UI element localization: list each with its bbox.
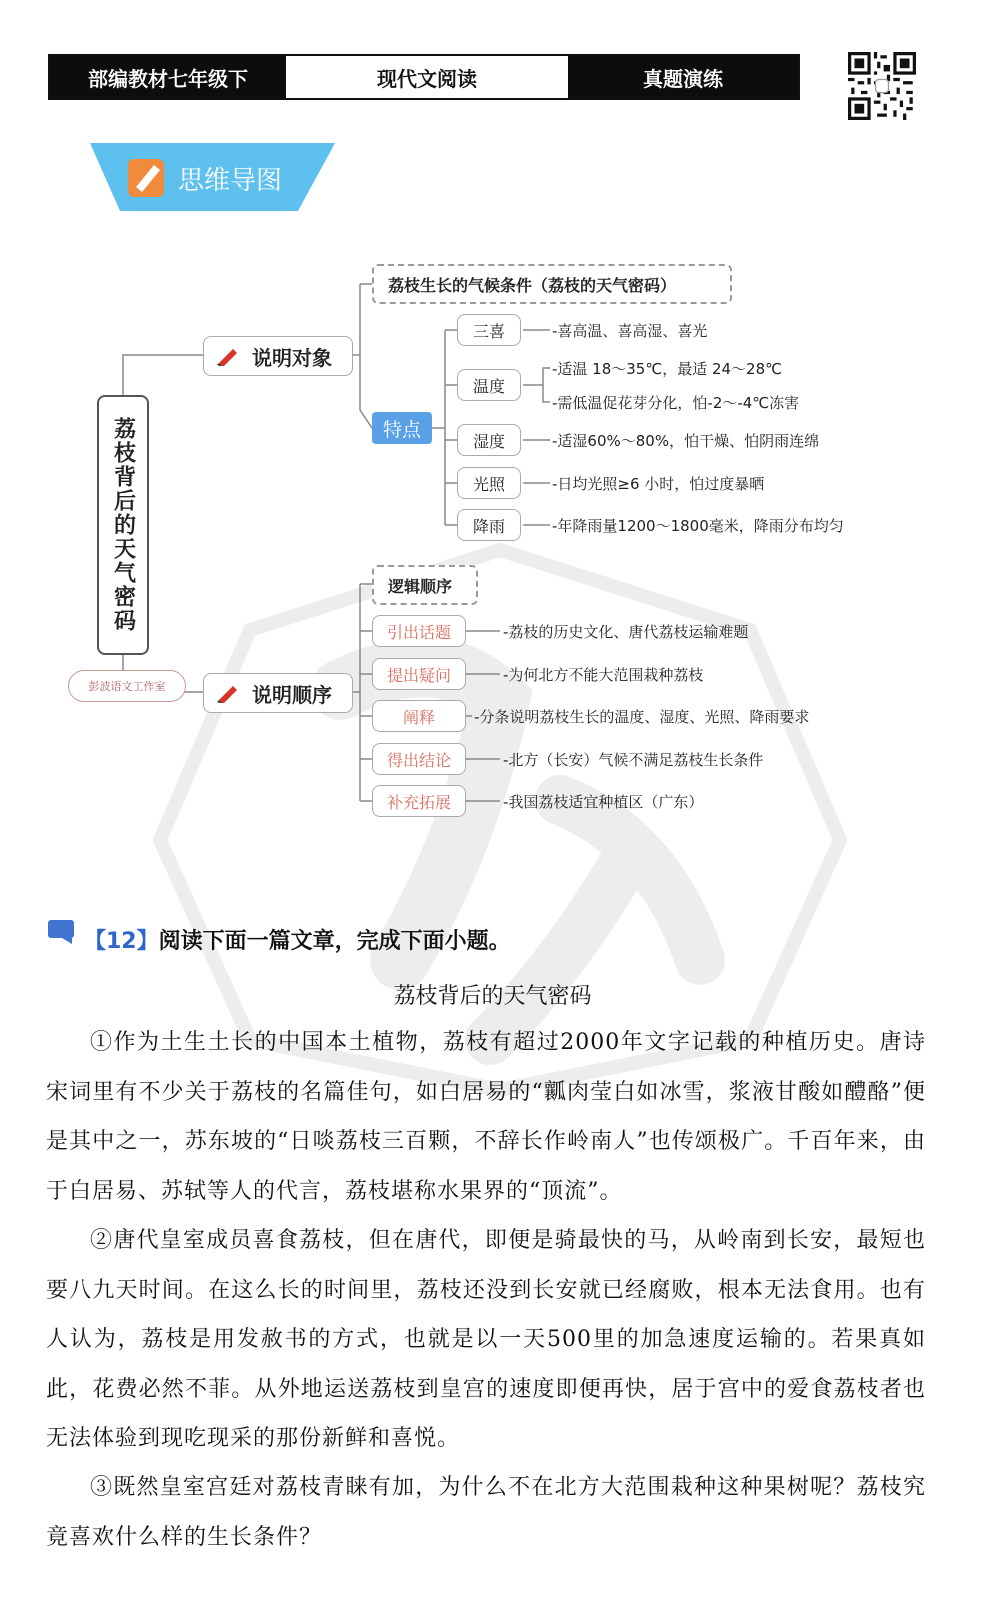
feature-sunlight-desc: -日均光照≥6 小时，怕过度暴晒 — [552, 475, 765, 493]
step-question: 提出疑问 — [372, 658, 466, 690]
step-introduce-desc: -荔枝的历史文化、唐代荔枝运输难题 — [503, 623, 749, 641]
question-prompt: 阅读下面一篇文章，完成下面小题。 — [158, 929, 511, 954]
step-extension-desc: -我国荔枝适宜种植区（广东） — [503, 793, 704, 811]
mindmap-root-title-text: 荔枝背后的天气密码 — [110, 417, 136, 633]
node-explain-object-label: 说明对象 — [252, 345, 332, 370]
node-features-tag: 特点 — [372, 412, 432, 444]
feature-temperature-desc-1: -适温 18～35℃，最适 24～28℃ — [552, 360, 782, 378]
feature-rainfall: 降雨 — [457, 509, 521, 541]
feature-sunlight: 光照 — [457, 467, 521, 499]
pencil-icon — [216, 346, 240, 366]
step-extension: 补充拓展 — [372, 785, 466, 817]
mindmap-root-title — [97, 395, 149, 655]
node-explain-order — [203, 673, 353, 713]
question-number: 【12】 — [84, 929, 159, 954]
pencil-icon — [216, 683, 240, 703]
studio-badge: 彭波语文工作室 — [68, 670, 186, 702]
node-explain-object — [203, 336, 353, 376]
feature-temperature: 温度 — [457, 369, 521, 401]
step-introduce: 引出话题 — [372, 615, 466, 647]
question-line — [84, 924, 511, 955]
paragraph-3: ③既然皇室宫廷对荔枝青睐有加，为什么不在北方大范围栽种这种果树呢？荔枝究竟喜欢什么样的生长条件？ — [46, 1475, 926, 1550]
step-explain-desc: -分条说明荔枝生长的温度、湿度、光照、降雨要求 — [474, 708, 810, 726]
feature-sanxi-desc: -喜高温、喜高湿、喜光 — [552, 322, 708, 340]
header-practice: 真题演练 — [568, 56, 798, 98]
step-conclusion-desc: -北方（长安）气候不满足荔枝生长条件 — [503, 751, 764, 769]
node-explain-order-label: 说明顺序 — [252, 682, 332, 707]
mindmap-banner-label: 思维导图 — [178, 166, 283, 196]
header-grade: 部编教材七年级下 — [50, 56, 286, 98]
paragraph-2: ②唐代皇室成员喜食荔枝，但在唐代，即便是骑最快的马，从岭南到长安，最短也要八九天时间。在这么长的时间里，荔枝还没到长安就已经腐败，根本无法食用。也有人认为，荔枝是用发赦书的方式，也就是以一天500里的加急速度运输的。若果真如此，花费必然不菲。从外地运送荔枝到皇宫的速度即便再快，居于宫中的爱食荔枝者也无法体验到现吃现采的那份新鲜和喜悦。 — [46, 1228, 926, 1451]
node-subject: 荔枝生长的气候条件（荔枝的天气密码） — [372, 264, 732, 304]
step-conclusion: 得出结论 — [372, 743, 466, 775]
article-title: 荔枝背后的天气密码 — [393, 984, 592, 1009]
speech-bubble-icon — [48, 920, 76, 944]
feature-humidity-desc: -适湿60%～80%，怕干燥、怕阴雨连绵 — [552, 432, 820, 450]
step-question-desc: -为何北方不能大范围栽种荔枝 — [503, 666, 704, 684]
paragraph-1: ①作为土生土长的中国本土植物，荔枝有超过2000年文字记载的种植历史。唐诗宋词里有不少关于荔枝的名篇佳句，如白居易的“瓤肉莹白如冰雪，浆液甘酸如醴酪”便是其中之一，苏东坡的“日啖荔枝三百颗，不辞长作岭南人”也传颂极广。千百年来，由于白居易、苏轼等人的代言，荔枝堪称水果界的“顶流”。 — [46, 1030, 926, 1204]
feature-temperature-desc-2: -需低温促花芽分化，怕-2～-4℃冻害 — [552, 394, 800, 412]
step-explain: 阐释 — [372, 700, 466, 732]
feature-sanxi: 三喜 — [457, 314, 521, 346]
node-logical-order: 逻辑顺序 — [372, 565, 478, 605]
feature-humidity: 湿度 — [457, 424, 521, 456]
header-section: 现代文阅读 — [286, 56, 568, 98]
feature-rainfall-desc: -年降雨量1200～1800毫米，降雨分布均匀 — [552, 517, 844, 535]
